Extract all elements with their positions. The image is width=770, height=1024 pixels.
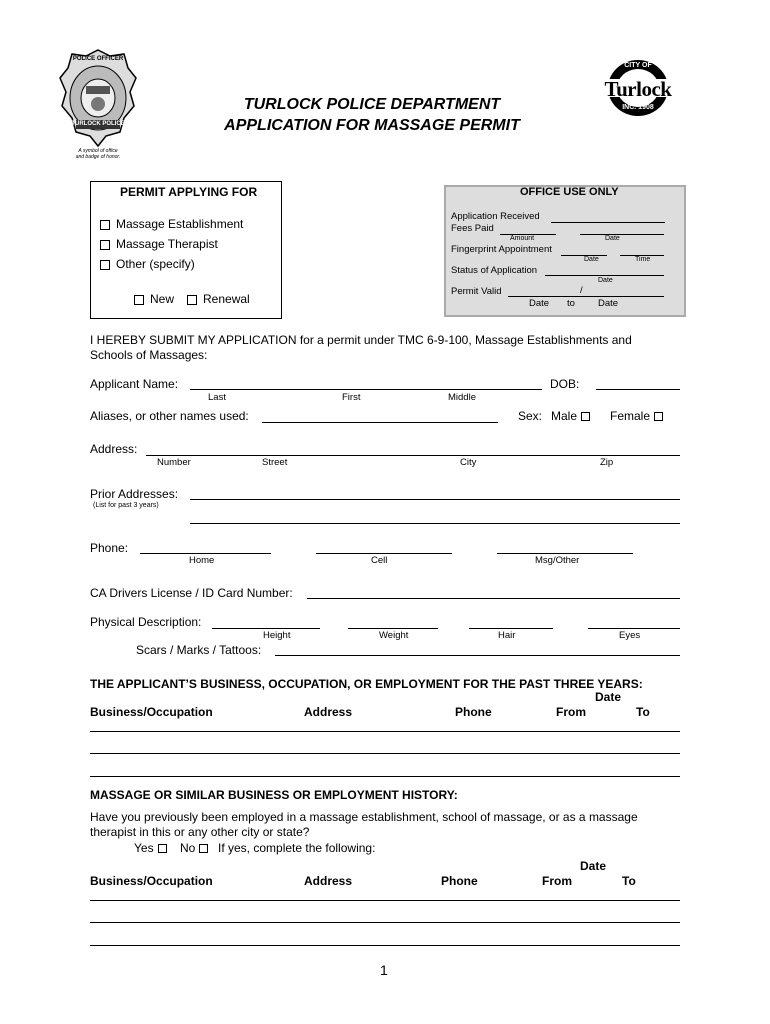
massage-row-line-2[interactable] [90, 922, 680, 923]
business-col-to: To [636, 705, 650, 719]
massage-question-line2: therapist in this or any other city or state? [90, 825, 310, 839]
option-renewal[interactable]: Renewal [187, 292, 250, 306]
option-massage-therapist[interactable]: Massage Therapist [100, 237, 218, 251]
license-label: CA Drivers License / ID Card Number: [90, 586, 293, 600]
checkbox-icon [581, 412, 590, 421]
massage-row-line-1[interactable] [90, 900, 680, 901]
checkbox-icon [654, 412, 663, 421]
fp-time-caption: Time [635, 256, 651, 263]
intro-line1: I HEREBY SUBMIT MY APPLICATION for a permit under TMC 6-9-100, Massage Establishments and [90, 333, 632, 347]
checkbox-icon [100, 240, 110, 250]
permit-valid-line[interactable] [508, 296, 664, 297]
number-caption: Number [157, 457, 191, 468]
applicant-name-line[interactable] [190, 389, 542, 390]
license-line[interactable] [307, 598, 680, 599]
status-label: Status of Application [451, 265, 538, 276]
badge-top-text: POLICE OFFICER [72, 56, 124, 62]
police-badge-logo [58, 48, 138, 160]
phone-home-line[interactable] [140, 553, 271, 554]
business-col-address: Address [304, 705, 353, 719]
weight-caption: Weight [379, 630, 409, 641]
permit-valid-label: Permit Valid [451, 286, 502, 297]
app-received-label: Application Received [451, 211, 540, 222]
city-caption: City [460, 457, 477, 468]
business-row-line-1[interactable] [90, 731, 680, 732]
applicant-name-label: Applicant Name: [90, 377, 179, 391]
zip-caption: Zip [600, 457, 614, 468]
massage-question-line1: Have you previously been employed in a massage establishment, school of massage, or as a massage [90, 810, 638, 824]
city-of-turlock-logo [596, 58, 680, 118]
home-caption: Home [189, 555, 215, 566]
prior-addresses-label: Prior Addresses: [90, 487, 179, 501]
badge-caption-2: and badge of honor. [75, 154, 121, 160]
phone-label: Phone: [90, 541, 129, 555]
checkbox-icon [187, 295, 197, 305]
eyes-line[interactable] [588, 628, 680, 629]
aliases-line[interactable] [262, 422, 498, 423]
badge-bottom-text: TURLOCK POLICE [71, 121, 125, 127]
prior-addresses-note: (List for past 3 years) [93, 502, 159, 509]
sex-label: Sex: [518, 409, 543, 423]
scars-line[interactable] [275, 655, 680, 656]
massage-col-occupation: Business/Occupation [90, 874, 213, 888]
fees-paid-label: Fees Paid [451, 223, 494, 234]
permit-applying-heading: PERMIT APPLYING FOR [120, 185, 258, 199]
business-col-phone: Phone [455, 705, 492, 719]
intro-line2: Schools of Massages: [90, 348, 208, 362]
option-massage-establishment[interactable]: Massage Establishment [100, 217, 243, 231]
massage-date-heading: Date [580, 859, 607, 873]
page-title-line2: APPLICATION FOR MASSAGE PERMIT [224, 117, 520, 134]
app-received-line[interactable] [551, 222, 665, 223]
weight-line[interactable] [348, 628, 438, 629]
massage-if-yes: If yes, complete the following: [218, 841, 376, 855]
business-section-heading: THE APPLICANT’S BUSINESS, OCCUPATION, OR EMPLOYMENT FOR THE PAST THREE YEARS: [90, 677, 643, 691]
city-logo-top: CITY OF [624, 62, 652, 69]
fees-date-line[interactable] [580, 234, 664, 235]
massage-no-option[interactable]: No [180, 841, 212, 855]
amount-caption: Amount [510, 235, 535, 242]
status-date-caption: Date [598, 277, 613, 284]
massage-col-address: Address [304, 874, 353, 888]
city-logo-bottom: INC. 1908 [622, 104, 654, 111]
checkbox-icon [199, 844, 208, 853]
massage-col-phone: Phone [441, 874, 478, 888]
business-row-line-3[interactable] [90, 776, 680, 777]
status-line[interactable] [545, 275, 664, 276]
dob-label: DOB: [550, 377, 580, 391]
address-line[interactable] [146, 455, 680, 456]
sex-female-option[interactable]: Female [610, 409, 667, 423]
phone-cell-line[interactable] [316, 553, 452, 554]
height-caption: Height [263, 630, 291, 641]
address-label: Address: [90, 442, 138, 456]
business-col-occupation: Business/Occupation [90, 705, 213, 719]
fp-date-caption: Date [584, 256, 599, 263]
date-caption: Date [605, 235, 620, 242]
office-use-heading: OFFICE USE ONLY [520, 186, 619, 198]
first-caption: First [342, 392, 361, 403]
massage-yes-option[interactable]: Yes [134, 841, 171, 855]
checkbox-icon [158, 844, 167, 853]
valid-to-word: to [567, 298, 575, 309]
business-col-from: From [556, 705, 586, 719]
last-caption: Last [208, 392, 226, 403]
checkbox-icon [134, 295, 144, 305]
eyes-caption: Eyes [619, 630, 641, 641]
checkbox-icon [100, 220, 110, 230]
phone-msg-line[interactable] [497, 553, 633, 554]
height-line[interactable] [212, 628, 320, 629]
business-date-heading: Date [595, 690, 622, 704]
option-other-specify[interactable]: Other (specify) [100, 257, 195, 271]
city-logo-name: Turlock [604, 77, 672, 101]
massage-section-heading: MASSAGE OR SIMILAR BUSINESS OR EMPLOYMENT HISTORY: [90, 788, 458, 802]
cell-caption: Cell [371, 555, 388, 566]
permit-valid-slash: / [580, 285, 583, 296]
sex-male-option[interactable]: Male [551, 409, 594, 423]
massage-col-to: To [622, 874, 636, 888]
business-row-line-2[interactable] [90, 753, 680, 754]
checkbox-icon [100, 260, 110, 270]
page-title-line1: TURLOCK POLICE DEPARTMENT [243, 96, 501, 113]
prior-address-line-1[interactable] [190, 499, 680, 500]
option-new[interactable]: New [134, 292, 174, 306]
dob-line[interactable] [596, 389, 680, 390]
aliases-label: Aliases, or other names used: [90, 409, 249, 423]
msg-other-caption: Msg/Other [535, 555, 580, 566]
massage-row-line-3[interactable] [90, 945, 680, 946]
fingerprint-label: Fingerprint Appointment [451, 244, 552, 255]
badge-caption-1: A symbol of office [78, 148, 118, 154]
hair-caption: Hair [498, 630, 516, 641]
hair-line[interactable] [469, 628, 553, 629]
scars-label: Scars / Marks / Tattoos: [136, 643, 262, 657]
prior-address-line-2[interactable] [190, 523, 680, 524]
page-number: 1 [380, 962, 388, 978]
valid-from-caption: Date [529, 298, 550, 309]
valid-to-caption: Date [598, 298, 619, 309]
physical-description-label: Physical Description: [90, 615, 202, 629]
street-caption: Street [262, 457, 288, 468]
middle-caption: Middle [448, 392, 476, 403]
massage-col-from: From [542, 874, 572, 888]
